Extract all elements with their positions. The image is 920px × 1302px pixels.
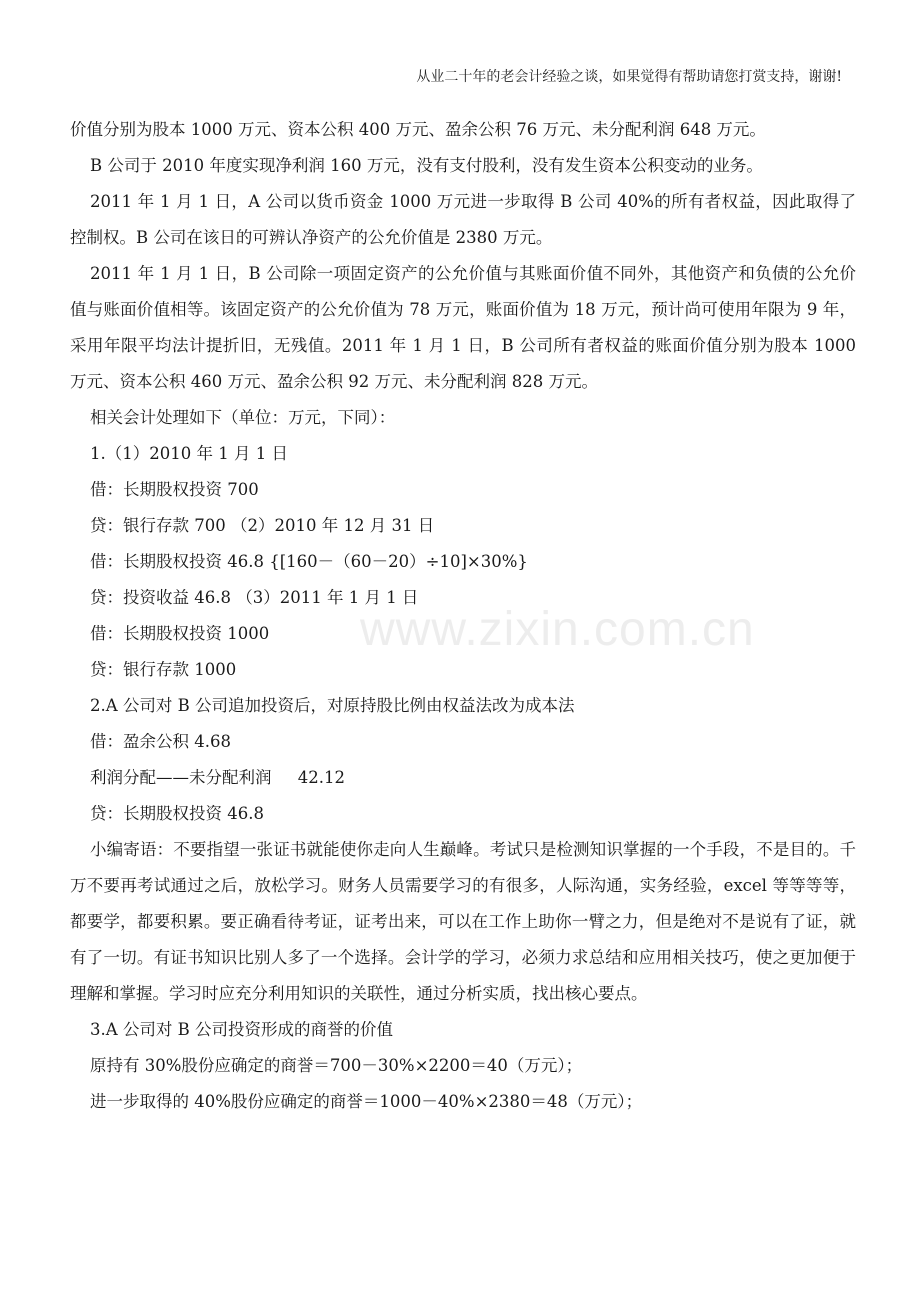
entry-line: 贷：投资收益 46.8 （3）2011 年 1 月 1 日 — [90, 588, 419, 607]
entry-line: 贷：长期股权投资 46.8 — [90, 804, 264, 823]
entry-line: 贷：银行存款 700 （2）2010 年 12 月 31 日 — [90, 516, 435, 535]
entry-line: 原持有 30%股份应确定的商誉＝700－30%×2200＝40（万元）； — [90, 1056, 583, 1075]
header-note: 从业二十年的老会计经验之谈，如果觉得有帮助请您打赏支持，谢谢! — [416, 69, 842, 85]
entry-line: 2.A 公司对 B 公司追加投资后，对原持股比例由权益法改为成本法 — [90, 696, 575, 715]
entry-line: 利润分配——未分配利润 42.12 — [90, 768, 345, 787]
paragraph: 相关会计处理如下（单位：万元，下同）： — [90, 408, 396, 427]
paragraph: 小编寄语：不要指望一张证书就能使你走向人生巅峰。考试只是检测知识掌握的一个手段，不是目的。千万不要再考试通过之后，放松学习。财务人员需要学习的有很多，人际沟通，实务经验，excel 等等等等，都要学，都要积累。要正确看待考证，证考出来，可以在工作上助你一臂之力，但是绝对不是说有了证，就有了一切。有证书知识比别人多了一个选择。会计学的学习，必须力求总结和应用相关技巧，使之更加便于理解和掌握。学习时应充分利用知识的关联性，通过分析实质，找出核心要点。 — [70, 840, 856, 1003]
document-body — [70, 112, 862, 1120]
entry-line: 借：长期股权投资 700 — [90, 480, 259, 499]
entry-line: 借：长期股权投资 1000 — [90, 624, 270, 643]
entry-line: 3.A 公司对 B 公司投资形成的商誉的价值 — [90, 1020, 394, 1039]
paragraph: 2011 年 1 月 1 日，A 公司以货币资金 1000 万元进一步取得 B 公司 40%的所有者权益，因此取得了控制权。B 公司在该日的可辨认净资产的公允价值是 2380 万元。 — [70, 192, 856, 247]
paragraph: 2011 年 1 月 1 日，B 公司除一项固定资产的公允价值与其账面价值不同外，其他资产和负债的公允价值与账面价值相等。该固定资产的公允价值为 78 万元，账面价值为 18 万元，预计尚可使用年限为 9 年，采用年限平均法计提折旧，无残值。2011 年 1 月 1 日，B 公司所有者权益的账面价值分别为股本 1000 万元、资本公积 460 万元、盈余公积 92 万元、未分配利润 828 万元。 — [70, 264, 862, 391]
entry-line: 借：长期股权投资 46.8 {[160－（60－20）÷10]×30%} — [90, 552, 528, 571]
watermark: www.zixin.com.cn — [360, 603, 755, 656]
entry-line: 借：盈余公积 4.68 — [90, 732, 231, 751]
entry-line: 贷：银行存款 1000 — [90, 660, 237, 679]
paragraph: 价值分别为股本 1000 万元、资本公积 400 万元、盈余公积 76 万元、未分配利润 648 万元。 — [70, 120, 766, 139]
entry-line: 进一步取得的 40%股份应确定的商誉＝1000－40%×2380＝48（万元）； — [90, 1092, 643, 1111]
paragraph: B 公司于 2010 年度实现净利润 160 万元，没有支付股利，没有发生资本公积变动的业务。 — [90, 156, 763, 175]
entry-line: 1.（1）2010 年 1 月 1 日 — [90, 444, 288, 463]
